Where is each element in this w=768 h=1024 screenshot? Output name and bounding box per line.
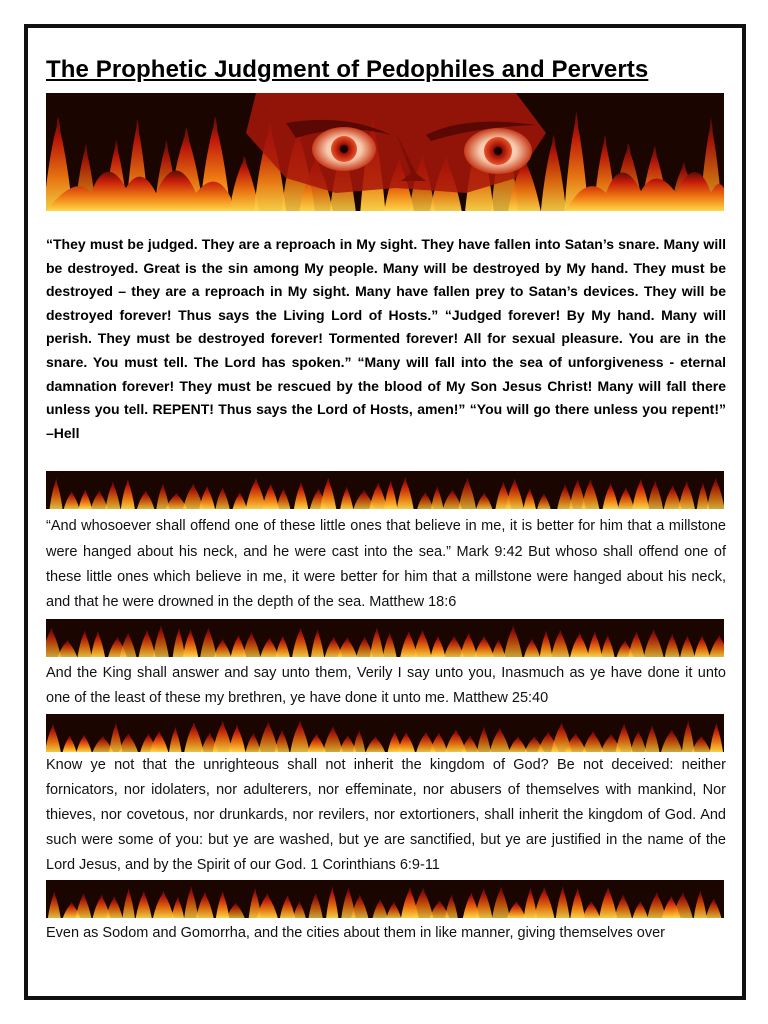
flame-divider [46, 714, 724, 752]
verse-text: And the King shall answer and say unto them, Verily I say unto you, Inasmuch as ye have done it unto one of the least of these my brethren, ye have done it unto me. Matthew 25:40 [46, 665, 726, 707]
prophecy-text [46, 233, 726, 445]
verse-1-corinthians-6 [46, 753, 726, 879]
page-title: The Prophetic Judgment of Pedophiles and Perverts [46, 56, 649, 83]
page-frame [24, 24, 746, 1000]
verse-matthew-25 [46, 661, 726, 711]
prophecy-quote: “They must be judged. They are a reproach in My sight. They have fallen into Satan’s snare. Many will be destroyed. Great is the sin among My people. Many will be destroyed by My hand. They must be destroyed – they are a reproach in My sight. Many have fallen prey to Satan’s devices. They will be destroyed forever! Thus says the Living Lord of Hosts.” “Judged forever! By My hand. Many will perish. They must be destroyed forever! Tormented forever! All for sexual pleasure. You are in the snare. You must tell. The Lord has spoken.” “Many will fall into the sea of unforgiveness - eternal damnation forever! They must be rescued by the blood of My Son Jesus Christ! Many will fall there unless you tell. REPENT! Thus says the Lord of Hosts, amen!” “You will go there unless you repent!” –Hell [46, 236, 726, 441]
flaming-eyes-banner [46, 93, 724, 211]
verse-text: Even as Sodom and Gomorrha, and the cities about them in like manner, giving themselves over [46, 924, 665, 941]
verse-text: Know ye not that the unrighteous shall not inherit the kingdom of God? Be not deceived: neither fornicators, nor idolaters, nor adulterers, nor effeminate, nor abusers of themselves with mankind, Nor thieves, nor covetous, nor drunkards, nor revilers, nor extortioners, shall inherit the kingdom of God. And such were some of you: but ye are washed, but ye are sanctified, but ye are justified in the name of the Lord Jesus, and by the Spirit of our God. 1 Corinthians 6:9-11 [46, 756, 726, 874]
flame-divider [46, 619, 724, 657]
verse-mark-matthew-18 [46, 514, 726, 615]
flame-divider [46, 880, 724, 918]
verse-jude [46, 921, 726, 946]
flame-divider [46, 471, 724, 509]
verse-text: “And whosoever shall offend one of these little ones that believe in me, it is better for him that a millstone were hanged about his neck, and he were cast into the sea.” Mark 9:42 But whoso shall offend one of these little ones which believe in me, it were better for him that a millstone were hanged about his neck, and that he were drowned in the depth of the sea. Matthew 18:6 [46, 518, 726, 610]
document-content [46, 50, 726, 946]
